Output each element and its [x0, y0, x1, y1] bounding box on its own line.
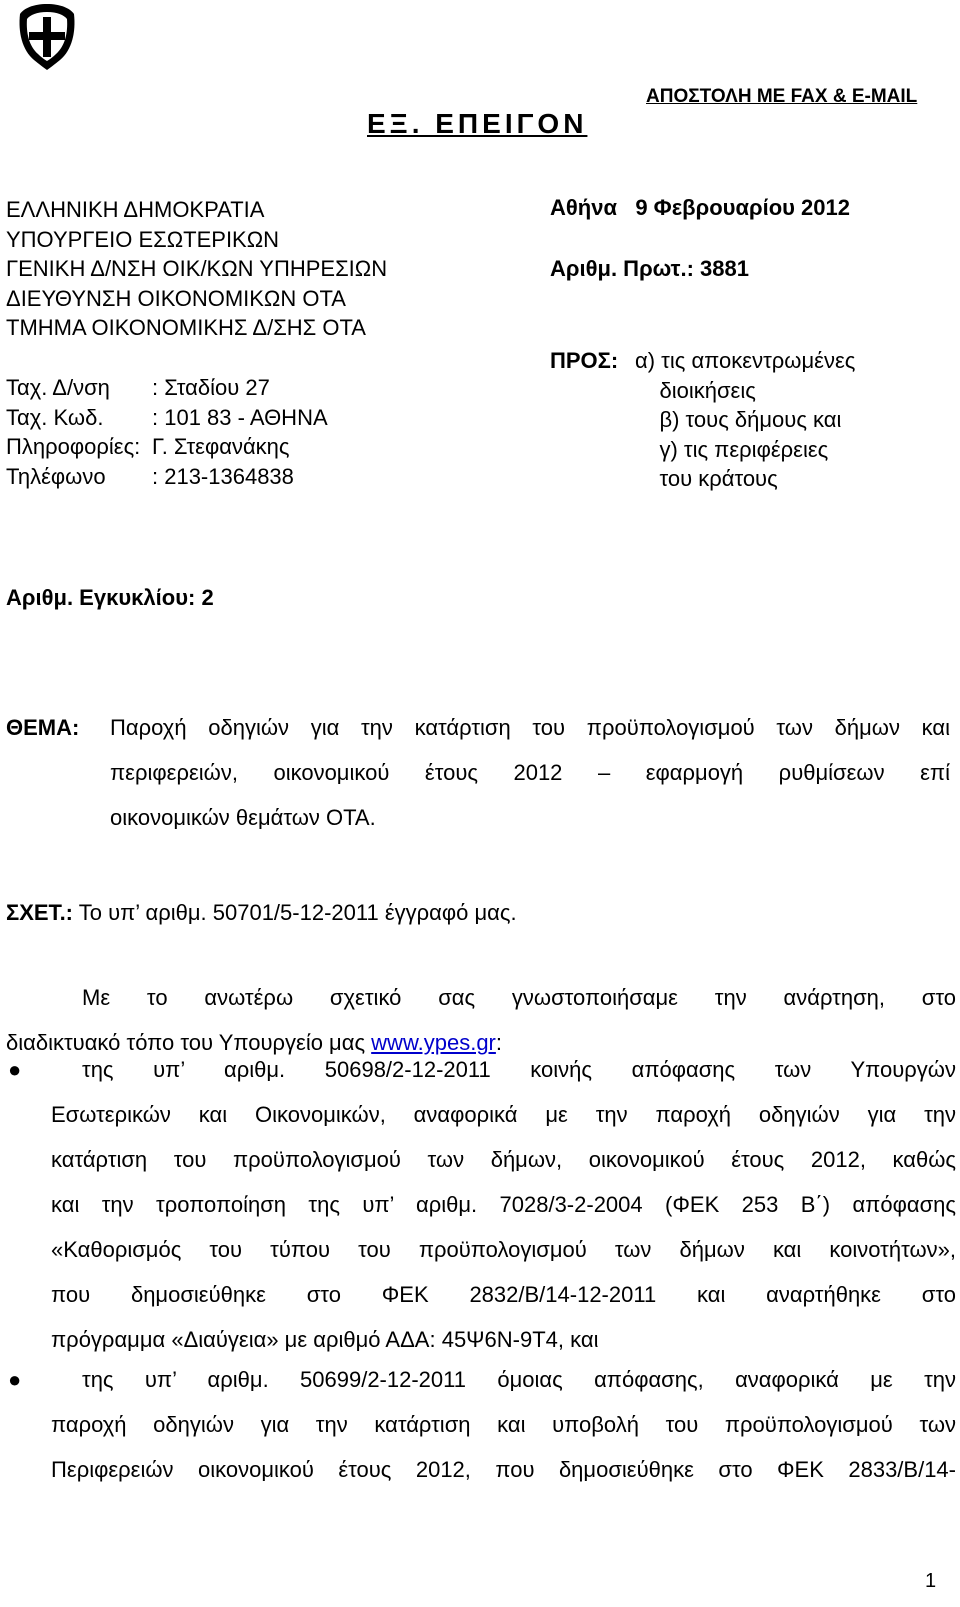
bullet-icon: ●: [8, 1057, 22, 1082]
bullet-line: Εσωτερικών και Οικονομικών, αναφορικά με την παροχή οδηγιών για την: [51, 1102, 956, 1127]
circular-number: Αριθμ. Εγκυκλίου: 2: [6, 585, 214, 610]
contact-value: : 213-1364838: [152, 463, 294, 489]
org-line: ΤΜΗΜΑ ΟΙΚΟΝΟΜΙΚΗΣ Δ/ΣΗΣ ΟΤΑ: [6, 315, 366, 340]
contact-row: [6, 464, 328, 494]
intro-line: Με το ανωτέρω σχετικό σας γνωστοποιήσαμε την ανάρτηση, στο: [82, 985, 956, 1010]
bullet-line: της υπ’ αριθμ. 50698/2-12-2011 κοινής απόφασης των Υπουργών: [82, 1057, 956, 1082]
sender-contact: [6, 375, 328, 493]
dispatch-method: ΑΠΟΣΤΟΛΗ ΜΕ FAX & E-MAIL: [646, 86, 918, 107]
contact-key: Τηλέφωνο: [6, 463, 106, 489]
bullet-line: παροχή οδηγιών για την κατάρτιση και υποβολή του προϋπολογισμού των: [51, 1412, 956, 1437]
bullet-line: της υπ’ αριθμ. 50699/2-12-2011 όμοιας απόφασης, αναφορικά με την: [82, 1367, 956, 1392]
subject-line: οικονομικών θεμάτων ΟΤΑ.: [110, 805, 376, 830]
org-line: ΕΛΛΗΝΙΚΗ ΔΗΜΟΚΡΑΤΙΑ: [6, 197, 265, 222]
recipient-line: γ) τις περιφέρειες: [635, 436, 829, 462]
bullet-line: Περιφερειών οικονομικού έτους 2012, που δημοσιεύθηκε στο ΦΕΚ 2833/Β/14-: [51, 1457, 956, 1482]
contact-key: Ταχ. Δ/νση: [6, 375, 110, 400]
recipient-line: διοικήσεις: [635, 377, 756, 403]
reference: [6, 900, 517, 926]
contact-value: : 101 83 - ΑΘΗΝΑ: [152, 404, 328, 430]
recipients-label: ΠΡΟΣ:: [550, 348, 619, 373]
page-number: 1: [925, 1570, 937, 1592]
bullet-line: και την τροποποίηση της υπ’ αριθμ. 7028/3-2-2004 (ΦΕΚ 253 Β΄) απόφασης: [51, 1192, 956, 1217]
protocol-label: Αριθμ. Πρωτ.:: [550, 256, 694, 281]
list-item: [6, 1047, 956, 1362]
bullet-line: πρόγραμμα «Διαύγεια» με αριθμό ΑΔΑ: 45Ψ6Ν-9Τ4, και: [51, 1327, 599, 1352]
subject-line: Παροχή οδηγιών για την κατάρτιση του προϋπολογισμού των δήμων και: [110, 715, 950, 740]
bullet-line: που δημοσιεύθηκε στο ΦΕΚ 2832/Β/14-12-2011 και αναρτήθηκε στο: [51, 1282, 956, 1307]
org-line: ΓΕΝΙΚΗ Δ/ΝΣΗ ΟΙΚ/ΚΩΝ ΥΠΗΡΕΣΙΩΝ: [6, 256, 388, 281]
recipient-line: β) τους δήμους και: [635, 407, 842, 432]
bullet-line: «Καθορισμός του τύπου του προϋπολογισμού των δήμων και κοινοτήτων»,: [51, 1237, 956, 1262]
recipients: [550, 346, 950, 496]
ypes-website-link[interactable]: www.ypes.gr: [371, 1030, 496, 1055]
subject-label: ΘΕΜΑ:: [6, 715, 80, 740]
org-line: ΥΠΟΥΡΓΕΙΟ ΕΣΩΤΕΡΙΚΩΝ: [6, 226, 280, 252]
recipient-line: του κράτους: [635, 466, 778, 491]
contact-value: Γ. Στεφανάκης: [152, 434, 290, 459]
reference-label: ΣΧΕΤ.:: [6, 900, 74, 925]
subject-line: περιφερειών, οικονομικού έτους 2012 – εφαρμογή ρυθμίσεων επί: [110, 760, 950, 785]
protocol-number: [550, 256, 749, 282]
urgent-label: ΕΞ. ΕΠΕΙΓΟΝ: [367, 108, 588, 139]
intro-text: διαδικτυακό τόπο του Υπουργείο μας: [6, 1030, 372, 1055]
org-line: ΔΙΕΥΘΥΝΣΗ ΟΙΚΟΝΟΜΙΚΩΝ ΟΤΑ: [6, 285, 346, 311]
sender-organization: [6, 195, 387, 343]
contact-row: [6, 434, 328, 464]
recipient-line: α) τις αποκεντρωμένες: [635, 348, 856, 373]
contact-row: [6, 405, 328, 435]
subject-text: [110, 705, 950, 840]
contact-key: Πληροφορίες:: [6, 434, 141, 459]
contact-key: Ταχ. Κωδ.: [6, 404, 104, 430]
greek-coat-of-arms-icon: [14, 2, 80, 72]
document-date: Αθήνα 9 Φεβρουαρίου 2012: [550, 195, 850, 220]
reference-text: Το υπ’ αριθμ. 50701/5-12-2011 έγγραφό μας.: [73, 900, 517, 925]
intro-text-end: :: [495, 1030, 503, 1055]
protocol-value: 3881: [693, 256, 749, 281]
list-item: [6, 1357, 956, 1492]
contact-row: [6, 375, 328, 405]
bullet-line: κατάρτιση του προϋπολογισμού των δήμων, οικονομικού έτους 2012, καθώς: [51, 1147, 956, 1172]
contact-value: : Σταδίου 27: [152, 375, 270, 400]
bullet-icon: ●: [8, 1367, 22, 1392]
